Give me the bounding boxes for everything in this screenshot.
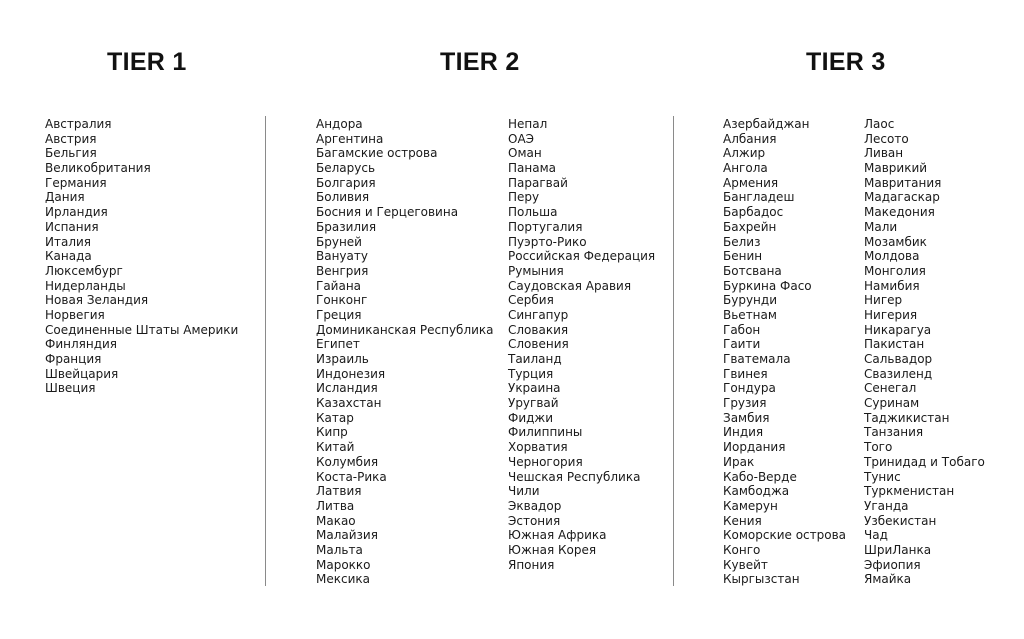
country-item: Лаос <box>864 117 895 131</box>
country-item: ШриЛанка <box>864 542 932 557</box>
country-item: Швейцария <box>45 366 119 381</box>
country-item: Парагвай <box>508 175 568 190</box>
country-item: Мадагаскар <box>864 190 940 205</box>
country-item: Ямайка <box>864 572 912 587</box>
country-item: Эстония <box>508 513 561 528</box>
country-item: Турция <box>508 366 554 381</box>
country-item: Испания <box>45 219 99 234</box>
country-item: Мавритания <box>864 175 942 190</box>
country-item: Венгрия <box>316 263 369 278</box>
country-item: Таджикистан <box>864 410 950 425</box>
country-item: Израиль <box>316 352 369 366</box>
country-item: Мозамбик <box>864 234 927 249</box>
country-item: Свазиленд <box>864 366 933 381</box>
country-item: Болгария <box>316 175 376 190</box>
country-item: Катар <box>316 410 354 425</box>
country-item: Сальвадор <box>864 352 933 366</box>
country-item: Южная Корея <box>508 542 597 557</box>
country-item: Южная Африка <box>508 528 607 543</box>
country-item: Австрия <box>45 131 97 146</box>
country-item: Нидерланды <box>45 278 126 293</box>
country-item: Азербайджан <box>723 117 810 131</box>
country-item: Габон <box>723 322 761 337</box>
country-item: Андора <box>316 117 363 131</box>
country-item: Мальта <box>316 542 363 557</box>
country-item: Финляндия <box>45 337 118 352</box>
country-item: Мали <box>864 219 898 234</box>
country-item: Пакистан <box>864 337 925 352</box>
country-item: Макао <box>316 513 356 528</box>
country-item: Монголия <box>864 263 926 278</box>
country-item: Намибия <box>864 278 920 293</box>
country-item: Румыния <box>508 263 564 278</box>
country-item: Македония <box>864 205 935 220</box>
country-item: Сингапур <box>508 307 569 322</box>
country-item: Китай <box>316 440 355 455</box>
country-item: Бруней <box>316 234 362 249</box>
country-item: Франция <box>45 352 102 366</box>
country-item: Буркина Фасо <box>723 278 812 293</box>
country-item: Российская Федерация <box>508 249 656 264</box>
country-item: Кувейт <box>723 557 768 572</box>
country-item: Чад <box>864 528 888 543</box>
country-item: Великобритания <box>45 161 151 176</box>
country-item: Португалия <box>508 219 583 234</box>
country-item: Греция <box>316 307 362 322</box>
country-item: Бурунди <box>723 293 777 308</box>
country-item: Лесото <box>864 131 909 146</box>
country-item: Бахрейн <box>723 219 777 234</box>
country-item: Италия <box>45 234 92 249</box>
country-item: Марокко <box>316 557 371 572</box>
country-item: Ботсвана <box>723 263 782 278</box>
country-item: Словакия <box>508 322 569 337</box>
country-item: Хорватия <box>508 440 568 455</box>
country-item: Дания <box>45 190 85 205</box>
country-item: Босния и Герцеговина <box>316 205 459 220</box>
country-item: Доминиканская Республика <box>316 322 494 337</box>
country-item: Тринидад и Тобаго <box>864 454 985 469</box>
country-item: Ирак <box>723 454 755 469</box>
country-item: Замбия <box>723 410 770 425</box>
country-item: Новая Зеландия <box>45 293 149 308</box>
country-item: Нигерия <box>864 307 918 322</box>
country-item: Багамские острова <box>316 146 438 161</box>
tier-1-country-list <box>45 117 238 396</box>
country-item: Армения <box>723 175 779 190</box>
country-item: Бангладеш <box>723 190 795 205</box>
country-item: Иордания <box>723 440 786 455</box>
tier-1-title: TIER 1 <box>107 48 187 76</box>
country-item: Перу <box>508 190 540 205</box>
country-item: Египет <box>316 337 360 352</box>
country-item: ОАЭ <box>508 131 535 146</box>
country-item: Бразилия <box>316 219 377 234</box>
country-item: Нигер <box>864 293 903 308</box>
country-item: Ливан <box>864 146 904 161</box>
country-item: Камбоджа <box>723 484 790 499</box>
country-item: Коста-Рика <box>316 469 387 484</box>
country-item: Вьетнам <box>723 307 777 322</box>
country-item: Австралия <box>45 117 112 131</box>
country-item: Индия <box>723 425 764 440</box>
country-item: Фиджи <box>508 410 554 425</box>
country-item: Колумбия <box>316 454 379 469</box>
country-item: Люксембург <box>45 263 123 278</box>
country-item: Уганда <box>864 498 909 513</box>
country-item: Панама <box>508 161 556 176</box>
country-item: Уругвай <box>508 396 559 411</box>
country-item: Аргентина <box>316 131 384 146</box>
column-divider <box>265 116 266 586</box>
country-item: Боливия <box>316 190 370 205</box>
country-item: Украина <box>508 381 561 396</box>
country-item: Гайана <box>316 278 362 293</box>
country-item: Черногория <box>508 454 583 469</box>
country-item: Барбадос <box>723 205 784 220</box>
country-item: Ирландия <box>45 205 108 220</box>
country-item: Таиланд <box>508 352 562 366</box>
country-item: Албания <box>723 131 777 146</box>
country-item: Индонезия <box>316 366 386 381</box>
country-item: Швеция <box>45 381 96 396</box>
country-item: Чили <box>508 484 540 499</box>
country-item: Филиппины <box>508 425 583 440</box>
country-item: Саудовская Аравия <box>508 278 632 293</box>
country-item: Канада <box>45 249 92 264</box>
country-item: Гвинея <box>723 366 768 381</box>
tier-3-country-list-right <box>864 117 985 587</box>
country-item: Япония <box>508 557 555 572</box>
country-item: Беларусь <box>316 161 376 176</box>
country-item: Малайзия <box>316 528 378 543</box>
country-item: Мексика <box>316 572 370 587</box>
country-item: Чешская Республика <box>508 469 641 484</box>
country-item: Бельгия <box>45 146 97 161</box>
country-item: Эфиопия <box>864 557 921 572</box>
tier-2-country-list-left <box>316 117 494 587</box>
country-item: Норвегия <box>45 307 105 322</box>
country-item: Пуэрто-Рико <box>508 234 587 249</box>
country-item: Сербия <box>508 293 554 308</box>
country-item: Маврикий <box>864 161 928 176</box>
country-item: Латвия <box>316 484 362 499</box>
country-item: Грузия <box>723 396 767 411</box>
tier-2-country-list-right <box>508 117 655 572</box>
country-item: Белиз <box>723 234 761 249</box>
country-item: Германия <box>45 175 107 190</box>
country-item: Кыргызстан <box>723 572 800 587</box>
country-item: Гватемала <box>723 352 791 366</box>
country-item: Литва <box>316 498 355 513</box>
country-item: Исландия <box>316 381 378 396</box>
country-item: Тунис <box>864 469 901 484</box>
country-item: Вануату <box>316 249 368 264</box>
country-item: Словения <box>508 337 569 352</box>
country-item: Гондура <box>723 381 776 396</box>
country-item: Гаити <box>723 337 761 352</box>
country-item: Сенегал <box>864 381 917 396</box>
country-item: Гонконг <box>316 293 368 308</box>
country-item: Польша <box>508 205 558 220</box>
country-item: Эквадор <box>508 498 562 513</box>
country-item: Танзания <box>864 425 924 440</box>
country-item: Коморские острова <box>723 528 847 543</box>
country-item: Соединенные Штаты Америки <box>45 322 239 337</box>
tier-2-title: TIER 2 <box>440 48 520 76</box>
country-item: Конго <box>723 542 761 557</box>
country-item: Кабо-Верде <box>723 469 797 484</box>
country-item: Молдова <box>864 249 920 264</box>
country-item: Кения <box>723 513 762 528</box>
country-item: Того <box>864 440 893 455</box>
country-item: Ангола <box>723 161 768 176</box>
country-item: Никарагуа <box>864 322 932 337</box>
country-item: Кипр <box>316 425 348 440</box>
country-item: Непал <box>508 117 548 131</box>
country-item: Узбекистан <box>864 513 937 528</box>
country-item: Оман <box>508 146 542 161</box>
tier-3-country-list-left <box>723 117 846 587</box>
country-item: Туркменистан <box>864 484 955 499</box>
country-item: Бенин <box>723 249 763 264</box>
country-item: Алжир <box>723 146 766 161</box>
country-item: Суринам <box>864 396 920 411</box>
column-divider <box>673 116 674 586</box>
country-item: Камерун <box>723 498 778 513</box>
country-item: Казахстан <box>316 396 382 411</box>
tier-3-title: TIER 3 <box>806 48 886 76</box>
